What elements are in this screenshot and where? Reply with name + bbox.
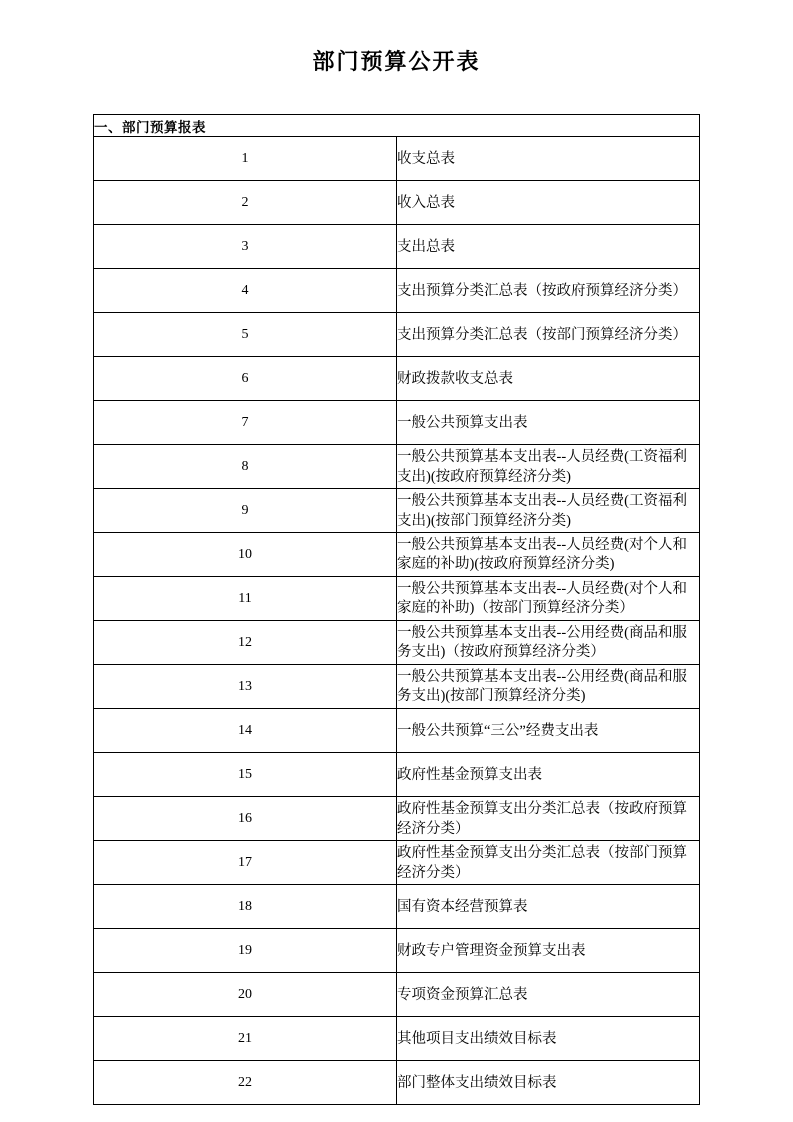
row-title-text: 支出总表 [397, 238, 455, 255]
row-title-text: 一般公共预算基本支出表--公用经费(商品和服务支出)（按政府预算经济分类） [397, 624, 687, 660]
row-number-cell: 11 [94, 577, 397, 621]
table-row [94, 577, 700, 621]
row-title-cell [397, 973, 700, 1017]
row-title-cell [397, 181, 700, 225]
row-title-cell [397, 577, 700, 621]
row-title-cell [397, 665, 700, 709]
row-title-text: 一般公共预算基本支出表--人员经费(对个人和家庭的补助)（按部门预算经济分类） [397, 580, 687, 616]
row-title-text: 支出预算分类汇总表（按部门预算经济分类） [397, 326, 687, 343]
row-number-cell: 7 [94, 401, 397, 445]
row-title-text: 一般公共预算基本支出表--人员经费(工资福利支出)(按政府预算经济分类) [397, 448, 687, 485]
row-number-cell: 12 [94, 621, 397, 665]
row-title-cell [397, 1061, 700, 1105]
row-number-cell: 14 [94, 709, 397, 753]
table-row [94, 929, 700, 973]
row-title-cell [397, 357, 700, 401]
row-number-cell: 8 [94, 445, 397, 489]
row-title-cell [397, 445, 700, 489]
table-row [94, 1017, 700, 1061]
budget-table-container [93, 114, 700, 1105]
row-title-text: 政府性基金预算支出表 [397, 766, 542, 783]
row-title-cell [397, 137, 700, 181]
row-title-cell [397, 401, 700, 445]
row-number-cell: 3 [94, 225, 397, 269]
table-row [94, 401, 700, 445]
row-title-text: 一般公共预算基本支出表--公用经费(商品和服务支出)(按部门预算经济分类) [397, 668, 687, 704]
row-title-cell [397, 621, 700, 665]
table-row [94, 753, 700, 797]
row-title-text: 一般公共预算基本支出表--人员经费(工资福利支出)(按部门预算经济分类) [397, 492, 687, 529]
row-title-cell [397, 225, 700, 269]
page-title: 部门预算公开表 [312, 49, 481, 74]
table-row [94, 357, 700, 401]
table-row [94, 973, 700, 1017]
table-row [94, 1061, 700, 1105]
table-row [94, 665, 700, 709]
row-title-cell [397, 753, 700, 797]
row-title-text: 一般公共预算支出表 [397, 414, 528, 431]
row-number-cell: 2 [94, 181, 397, 225]
row-title-cell [397, 709, 700, 753]
table-row [94, 621, 700, 665]
table-row [94, 445, 700, 489]
row-title-text: 政府性基金预算支出分类汇总表（按政府预算经济分类） [397, 800, 687, 837]
row-number-cell: 15 [94, 753, 397, 797]
row-title-cell [397, 489, 700, 533]
row-title-text: 政府性基金预算支出分类汇总表（按部门预算经济分类） [397, 844, 687, 881]
row-title-cell [397, 841, 700, 885]
row-title-text: 收支总表 [397, 150, 455, 167]
row-number-cell: 22 [94, 1061, 397, 1105]
row-title-text: 收入总表 [397, 194, 455, 211]
table-row [94, 797, 700, 841]
row-number-cell: 20 [94, 973, 397, 1017]
row-title-cell [397, 885, 700, 929]
row-title-text: 财政专户管理资金预算支出表 [397, 942, 586, 959]
row-title-cell [397, 269, 700, 313]
budget-table [93, 114, 700, 1105]
row-title-cell [397, 313, 700, 357]
row-title-text: 财政拨款收支总表 [397, 370, 513, 387]
table-section-header-row [94, 115, 700, 137]
row-title-text: 国有资本经营预算表 [397, 898, 528, 915]
row-title-cell [397, 797, 700, 841]
row-number-cell: 5 [94, 313, 397, 357]
row-title-cell [397, 1017, 700, 1061]
row-title-cell [397, 929, 700, 973]
table-row [94, 269, 700, 313]
table-row [94, 885, 700, 929]
row-number-cell: 10 [94, 533, 397, 577]
row-number-cell: 16 [94, 797, 397, 841]
row-title-text: 部门整体支出绩效目标表 [397, 1074, 557, 1091]
row-number-cell: 4 [94, 269, 397, 313]
section-header-cell: 一、部门预算报表 [94, 115, 700, 137]
row-number-cell: 18 [94, 885, 397, 929]
table-row [94, 313, 700, 357]
row-title-text: 专项资金预算汇总表 [397, 986, 528, 1003]
table-row [94, 137, 700, 181]
row-number-cell: 9 [94, 489, 397, 533]
table-row [94, 225, 700, 269]
row-title-cell [397, 533, 700, 577]
table-row [94, 489, 700, 533]
row-title-text: 其他项目支出绩效目标表 [397, 1030, 557, 1047]
table-row [94, 181, 700, 225]
row-title-text: 一般公共预算基本支出表--人员经费(对个人和家庭的补助)(按政府预算经济分类) [397, 536, 687, 572]
row-number-cell: 19 [94, 929, 397, 973]
table-row [94, 533, 700, 577]
row-title-text: 支出预算分类汇总表（按政府预算经济分类） [397, 282, 687, 299]
row-number-cell: 6 [94, 357, 397, 401]
row-number-cell: 13 [94, 665, 397, 709]
row-title-text: 一般公共预算“三公”经费支出表 [397, 722, 599, 739]
row-number-cell: 1 [94, 137, 397, 181]
table-row [94, 841, 700, 885]
table-row [94, 709, 700, 753]
budget-table-body [94, 115, 700, 1105]
row-number-cell: 21 [94, 1017, 397, 1061]
row-number-cell: 17 [94, 841, 397, 885]
